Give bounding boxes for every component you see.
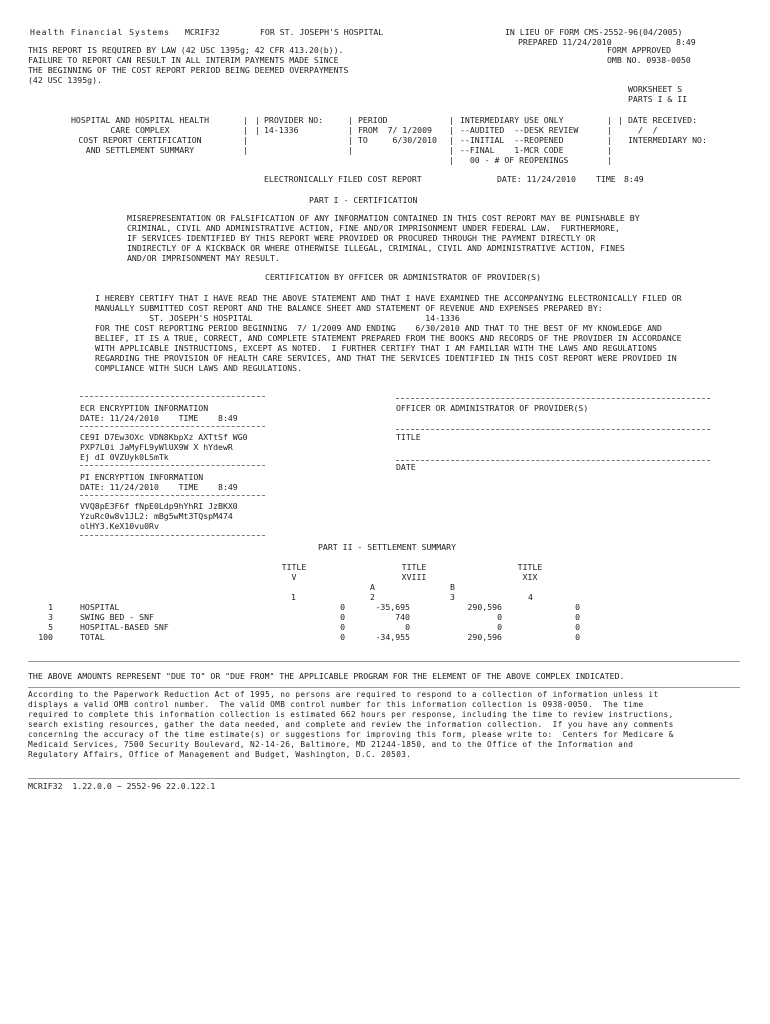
separator: | <box>243 145 248 155</box>
divider <box>28 661 740 662</box>
notice-line: According to the Paperwork Reduction Act of 1995, no persons are required to respond to a collection of information unless it <box>28 690 659 699</box>
certification-title: CERTIFICATION BY OFFICER OR ADMINISTRATOR OF PROVIDER(S) <box>265 272 542 282</box>
notice-line: Medicaid Services, 7500 Security Boulevard, N2-14-26, Baltimore, MD 21244-1850, and to the Office of the Information and <box>28 740 634 749</box>
ecr-code-line: Ej dI 0VZUyk0LSmTk <box>80 452 169 462</box>
report-title-line: AND SETTLEMENT SUMMARY <box>85 145 195 155</box>
divider <box>80 396 265 397</box>
certification-line: I HEREBY CERTIFY THAT I HAVE READ THE ABOVE STATEMENT AND THAT I HAVE EXAMINED THE ACCOMPANYING ELECTRONICALLY FILED OR <box>95 293 682 303</box>
divider <box>28 778 740 779</box>
in-lieu-of-form: IN LIEU OF FORM CMS-2552-96(04/2005) <box>505 27 683 37</box>
certification-line: BELIEF, IT IS A TRUE, CORRECT, AND COMPLETE STATEMENT PREPARED FROM THE BOOKS AND RECORDS OF THE PROVIDER IN ACCORDANCE <box>95 333 682 343</box>
divider <box>80 495 265 496</box>
certification-line: MANUALLY SUBMITTED COST REPORT AND THE BALANCE SHEET AND STATEMENT OF REVENUE AND EXPENSES PREPARED BY: <box>95 303 603 313</box>
pi-encryption-date: DATE: 11/24/2010 TIME 8:49 <box>80 482 238 492</box>
cell-title-xix: 0 <box>575 602 580 612</box>
column-header-sub: XVIII <box>401 572 427 582</box>
row-line-number: 100 <box>38 632 53 642</box>
separator: | <box>607 145 612 155</box>
efile-time: 8:49 <box>624 174 644 184</box>
row-line-number: 1 <box>48 602 53 612</box>
prepared-date: PREPARED 11/24/2010 <box>518 37 612 47</box>
intermediary-no-label: INTERMEDIARY NO: <box>628 135 707 145</box>
report-title-line: COST REPORT CERTIFICATION <box>78 135 202 145</box>
separator: | <box>449 135 454 145</box>
cell-title-xix: 0 <box>575 622 580 632</box>
separator: | <box>607 135 612 145</box>
row-label: SWING BED - SNF <box>80 612 154 622</box>
divider <box>80 465 265 466</box>
column-header-title: TITLE <box>281 562 307 572</box>
row-line-number: 5 <box>48 622 53 632</box>
law-line: (42 USC 1395g). <box>28 75 102 85</box>
divider <box>28 687 740 688</box>
title-label: TITLE <box>396 432 421 442</box>
efile-time-label: TIME <box>596 174 616 184</box>
intermediary-line: INTERMEDIARY USE ONLY <box>460 115 564 125</box>
row-line-number: 3 <box>48 612 53 622</box>
date-received-blank: / / <box>628 125 658 135</box>
separator: | <box>607 155 612 165</box>
cell-title-xviii-b: 0 <box>497 612 502 622</box>
omb-number: OMB NO. 0938-0050 <box>607 55 691 65</box>
pi-code-line: olHY3.KeX10vu0Rv <box>80 521 159 531</box>
row-label: TOTAL <box>80 632 105 642</box>
warning-line: INDIRECTLY OF A KICKBACK OR WHERE OTHERWISE ILLEGAL, CRIMINAL, CIVIL AND ADMINISTRATIVE ACTION, FINES <box>127 243 625 253</box>
efile-date: DATE: 11/24/2010 <box>497 174 576 184</box>
intermediary-line: --INITIAL --REOPENED <box>460 135 564 145</box>
separator: | <box>618 115 623 125</box>
notice-line: displays a valid OMB control number. The valid OMB control number for this information collection is 0938-0050. The time <box>28 700 644 709</box>
certification-line: FOR THE COST REPORTING PERIOD BEGINNING 7/ 1/2009 AND ENDING 6/30/2010 AND THAT TO THE BEST OF MY KNOWLEDGE AND <box>95 323 662 333</box>
separator: | <box>243 135 248 145</box>
provider-number: 14-1336 <box>264 125 299 135</box>
warning-line: AND/OR IMPRISONMENT MAY RESULT. <box>127 253 280 263</box>
notice-line: required to complete this information collection is estimated 662 hours per response, including the time to review instructions, <box>28 710 674 719</box>
separator: | <box>449 125 454 135</box>
cell-title-xviii-a: 740 <box>395 612 410 622</box>
separator: | <box>348 115 353 125</box>
notice-line: concerning the accuracy of the time estimate(s) or suggestions for improving this form, please write to: Centers for Medicare & <box>28 730 674 739</box>
certification-line: REGARDING THE PROVISION OF HEALTH CARE SERVICES, AND THAT THE SERVICES IDENTIFIED IN THIS COST REPORT WERE PROVIDED IN <box>95 353 677 363</box>
date-label: DATE <box>396 462 416 472</box>
period-label: PERIOD <box>358 115 388 125</box>
part2-title: PART II - SETTLEMENT SUMMARY <box>318 542 457 552</box>
cell-title-xviii-b: 290,596 <box>467 632 502 642</box>
pi-encryption-label: PI ENCRYPTION INFORMATION <box>80 472 204 482</box>
warning-line: CRIMINAL, CIVIL AND ADMINISTRATIVE ACTION, FINE AND/OR IMPRISONMENT UNDER FEDERAL LAW. FURTHERMORE, <box>127 223 620 233</box>
separator: | <box>348 125 353 135</box>
period-to: TO 6/30/2010 <box>358 135 437 145</box>
separator: | <box>449 115 454 125</box>
cell-title-xviii-b: 290,596 <box>467 602 502 612</box>
intermediary-line: --AUDITED --DESK REVIEW <box>460 125 579 135</box>
signature-line <box>396 398 710 399</box>
provider-label: PROVIDER NO: <box>264 115 324 125</box>
pi-code-line: YzuRc0w8v1JL2: mBg5wMt3TQspM474 <box>80 511 233 521</box>
intermediary-line: --FINAL 1-MCR CODE <box>460 145 564 155</box>
officer-label: OFFICER OR ADMINISTRATOR OF PROVIDER(S) <box>396 403 589 413</box>
column-number: 3 <box>450 592 455 602</box>
notice-line: Regulatory Affairs, Office of Management and Budget, Washington, D.C. 20503. <box>28 750 412 759</box>
version-string: MCRIF32 1.22.0.0 ~ 2552-96 22.0.122.1 <box>28 781 216 791</box>
column-number: 4 <box>528 592 533 602</box>
separator: | <box>255 115 260 125</box>
date-received-label: DATE RECEIVED: <box>628 115 698 125</box>
column-header-sub: V <box>291 572 297 582</box>
cell-title-v: 0 <box>340 632 345 642</box>
separator: | <box>243 115 248 125</box>
separator: | <box>243 125 248 135</box>
law-line: THE BEGINNING OF THE COST REPORT PERIOD BEING DEEMED OVERPAYMENTS <box>28 65 349 75</box>
ecr-encryption-label: ECR ENCRYPTION INFORMATION <box>80 403 209 413</box>
worksheet-label: WORKSHEET S <box>628 84 683 94</box>
ecr-code-line: PXP7L0i JaMyFL9yWlUX9W X hYdewR <box>80 442 233 452</box>
part1-title: PART I - CERTIFICATION <box>309 195 418 205</box>
report-title-line: CARE COMPLEX <box>110 125 170 135</box>
cell-title-xviii-a: 0 <box>405 622 410 632</box>
separator: | <box>449 145 454 155</box>
due-note: THE ABOVE AMOUNTS REPRESENT "DUE TO" OR "DUE FROM" THE APPLICABLE PROGRAM FOR THE ELEMENT OF THE ABOVE COMPLEX INDICATED. <box>28 671 625 681</box>
column-header-b: B <box>450 582 455 592</box>
cell-title-xix: 0 <box>575 612 580 622</box>
row-label: HOSPITAL <box>80 602 120 612</box>
form-code: MCRIF32 <box>185 27 220 37</box>
efile-label: ELECTRONICALLY FILED COST REPORT <box>264 174 422 184</box>
separator: | <box>607 125 612 135</box>
separator: | <box>348 145 353 155</box>
warning-line: MISREPRESENTATION OR FALSIFICATION OF ANY INFORMATION CONTAINED IN THIS COST REPORT MAY BE PUNISHABLE BY <box>127 213 640 223</box>
ecr-encryption-date: DATE: 11/24/2010 TIME 8:49 <box>80 413 238 423</box>
cell-title-xviii-b: 0 <box>497 622 502 632</box>
cell-title-xviii-a: -34,955 <box>375 632 410 642</box>
cell-title-xix: 0 <box>575 632 580 642</box>
software-name: Health Financial Systems <box>30 27 170 37</box>
law-line: FAILURE TO REPORT CAN RESULT IN ALL INTERIM PAYMENTS MADE SINCE <box>28 55 339 65</box>
cell-title-xviii-a: -35,695 <box>375 602 410 612</box>
ecr-code-line: CE9I D7Ew3OXc VDN8KbpXz AXTtSf WG0 <box>80 432 248 442</box>
divider <box>80 535 265 536</box>
row-label: HOSPITAL-BASED SNF <box>80 622 169 632</box>
cell-title-v: 0 <box>340 612 345 622</box>
signature-line <box>396 460 710 461</box>
column-header-title: TITLE <box>401 562 427 572</box>
column-header-a: A <box>370 582 375 592</box>
column-number: 1 <box>291 592 296 602</box>
column-header-title: TITLE <box>517 562 543 572</box>
pi-code-line: VVQ8pE3F6f fNpE0Ldp9hYhRI JzBKX0 <box>80 501 238 511</box>
separator: | <box>255 125 260 135</box>
report-title-line: HOSPITAL AND HOSPITAL HEALTH <box>70 115 210 125</box>
period-from: FROM 7/ 1/2009 <box>358 125 432 135</box>
intermediary-line: 00 - # OF REOPENINGS <box>460 155 569 165</box>
notice-line: search existing resources, gather the data needed, and complete and review the information collection. If you have any comments <box>28 720 674 729</box>
cell-title-v: 0 <box>340 622 345 632</box>
divider <box>80 426 265 427</box>
warning-line: IF SERVICES IDENTIFIED BY THIS REPORT WERE PROVIDED OR PROCURED THROUGH THE PAYMENT DIRECTLY OR <box>127 233 596 243</box>
hospital-for: FOR ST. JOSEPH'S HOSPITAL <box>260 27 384 37</box>
column-number: 2 <box>370 592 375 602</box>
law-line: THIS REPORT IS REQUIRED BY LAW (42 USC 1395g; 42 CFR 413.20(b)). <box>28 45 344 55</box>
separator: | <box>348 135 353 145</box>
certification-line: ST. JOSEPH'S HOSPITAL 14-1336 <box>95 313 460 323</box>
signature-line <box>396 429 710 430</box>
certification-line: COMPLIANCE WITH SUCH LAWS AND REGULATIONS. <box>95 363 303 373</box>
separator: | <box>449 155 454 165</box>
prepared-time: 8:49 <box>676 37 696 47</box>
form-approved: FORM APPROVED <box>607 45 672 55</box>
cell-title-v: 0 <box>340 602 345 612</box>
column-header-sub: XIX <box>522 572 538 582</box>
separator: | <box>607 115 612 125</box>
certification-line: WITH APPLICABLE INSTRUCTIONS, EXCEPT AS NOTED. I FURTHER CERTIFY THAT I AM FAMILIAR WITH THE LAWS AND REGULATIONS <box>95 343 657 353</box>
parts-label: PARTS I & II <box>628 94 688 104</box>
